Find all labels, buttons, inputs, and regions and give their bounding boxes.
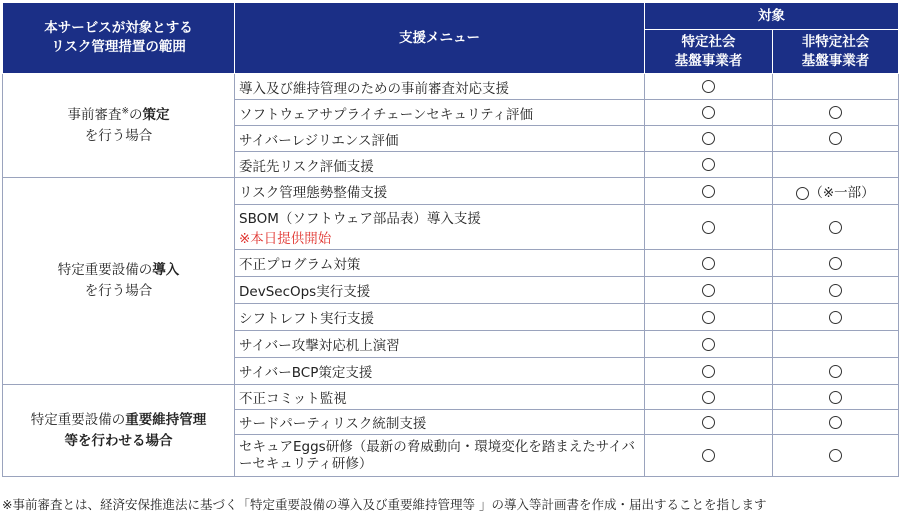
specified-mark <box>645 250 773 277</box>
specified-mark <box>645 277 773 304</box>
risk-measure-table <box>2 2 899 477</box>
circle-mark-icon <box>829 365 842 378</box>
menu-item: 不正コミット監視 <box>235 385 645 410</box>
header-scope-line2: リスク管理措置の範囲 <box>51 39 186 55</box>
specified-mark <box>645 358 773 385</box>
nonspecified-mark <box>773 277 899 304</box>
specified-mark <box>645 410 773 435</box>
circle-mark-icon <box>829 416 842 429</box>
specified-mark <box>645 435 773 477</box>
nonspecified-mark <box>773 178 899 205</box>
scope-cell-introduction: 特定重要設備の導入 を行う場合 <box>3 178 235 385</box>
menu-item: リスク管理態勢整備支援 <box>235 178 645 205</box>
menu-item: サイバーBCP策定支援 <box>235 358 645 385</box>
specified-mark <box>645 74 773 100</box>
menu-item: DevSecOps実行支援 <box>235 277 645 304</box>
nonspecified-mark <box>773 385 899 410</box>
menu-item: シフトレフト実行支援 <box>235 304 645 331</box>
specified-mark <box>645 100 773 126</box>
circle-mark-icon <box>702 257 715 270</box>
header-scope-line1: 本サービスが対象とする <box>44 20 193 36</box>
circle-mark-icon <box>829 257 842 270</box>
menu-item: 導入及び維持管理のための事前審査対応支援 <box>235 74 645 100</box>
specified-mark <box>645 331 773 358</box>
circle-mark-icon <box>702 365 715 378</box>
specified-mark <box>645 178 773 205</box>
nonspecified-mark <box>773 304 899 331</box>
circle-mark-icon <box>702 311 715 324</box>
menu-item: ソフトウェアサプライチェーンセキュリティ評価 <box>235 100 645 126</box>
circle-mark-icon <box>829 449 842 462</box>
nonspecified-mark <box>773 250 899 277</box>
header-nonspecified: 非特定社会 基盤事業者 <box>773 30 899 74</box>
menu-item-label: SBOM（ソフトウェア部品表）導入支援 <box>239 211 481 227</box>
circle-mark-icon <box>829 132 842 145</box>
header-menu: 支援メニュー <box>235 3 645 74</box>
circle-mark-icon <box>702 338 715 351</box>
nonspecified-mark <box>773 358 899 385</box>
circle-mark-icon <box>702 416 715 429</box>
specified-mark <box>645 385 773 410</box>
partial-note: （※一部） <box>809 185 875 201</box>
nonspecified-mark <box>773 100 899 126</box>
scope-cell-maintenance: 特定重要設備の重要維持管理 等を行わせる場合 <box>3 385 235 477</box>
circle-mark-icon <box>702 284 715 297</box>
circle-mark-icon <box>702 185 715 198</box>
scope-cell-prereview: 事前審査※の策定 を行う場合 <box>3 74 235 178</box>
nonspecified-mark <box>773 205 899 250</box>
nonspecified-mark <box>773 152 899 178</box>
nonspecified-mark <box>773 410 899 435</box>
nonspecified-mark <box>773 435 899 477</box>
footnote: ※事前審査とは、経済安保推進法に基づく「特定重要設備の導入及び重要維持管理等 」の導入等計画書を作成・届出することを指します <box>2 497 767 512</box>
circle-mark-icon <box>702 132 715 145</box>
circle-mark-icon <box>829 391 842 404</box>
circle-mark-icon <box>796 187 809 200</box>
circle-mark-icon <box>829 284 842 297</box>
header-scope <box>3 3 235 74</box>
menu-item: セキュアEggs研修（最新の脅威動向・環境変化を踏まえたサイバーセキュリティ研修） <box>235 435 645 477</box>
menu-item <box>235 205 645 250</box>
specified-mark <box>645 126 773 152</box>
specified-mark <box>645 304 773 331</box>
menu-item: サードパーティリスク統制支援 <box>235 410 645 435</box>
circle-mark-icon <box>829 221 842 234</box>
menu-item: 委託先リスク評価支援 <box>235 152 645 178</box>
new-service-note: ※本日提供開始 <box>239 231 332 247</box>
nonspecified-mark <box>773 331 899 358</box>
circle-mark-icon <box>702 106 715 119</box>
nonspecified-mark <box>773 126 899 152</box>
circle-mark-icon <box>829 311 842 324</box>
header-target: 対象 <box>645 3 899 30</box>
nonspecified-mark <box>773 74 899 100</box>
circle-mark-icon <box>702 449 715 462</box>
specified-mark <box>645 205 773 250</box>
menu-item: 不正プログラム対策 <box>235 250 645 277</box>
header-specified: 特定社会 基盤事業者 <box>645 30 773 74</box>
circle-mark-icon <box>702 391 715 404</box>
menu-item: サイバーレジリエンス評価 <box>235 126 645 152</box>
circle-mark-icon <box>702 221 715 234</box>
circle-mark-icon <box>702 158 715 171</box>
circle-mark-icon <box>702 80 715 93</box>
menu-item: サイバー攻撃対応机上演習 <box>235 331 645 358</box>
specified-mark <box>645 152 773 178</box>
circle-mark-icon <box>829 106 842 119</box>
